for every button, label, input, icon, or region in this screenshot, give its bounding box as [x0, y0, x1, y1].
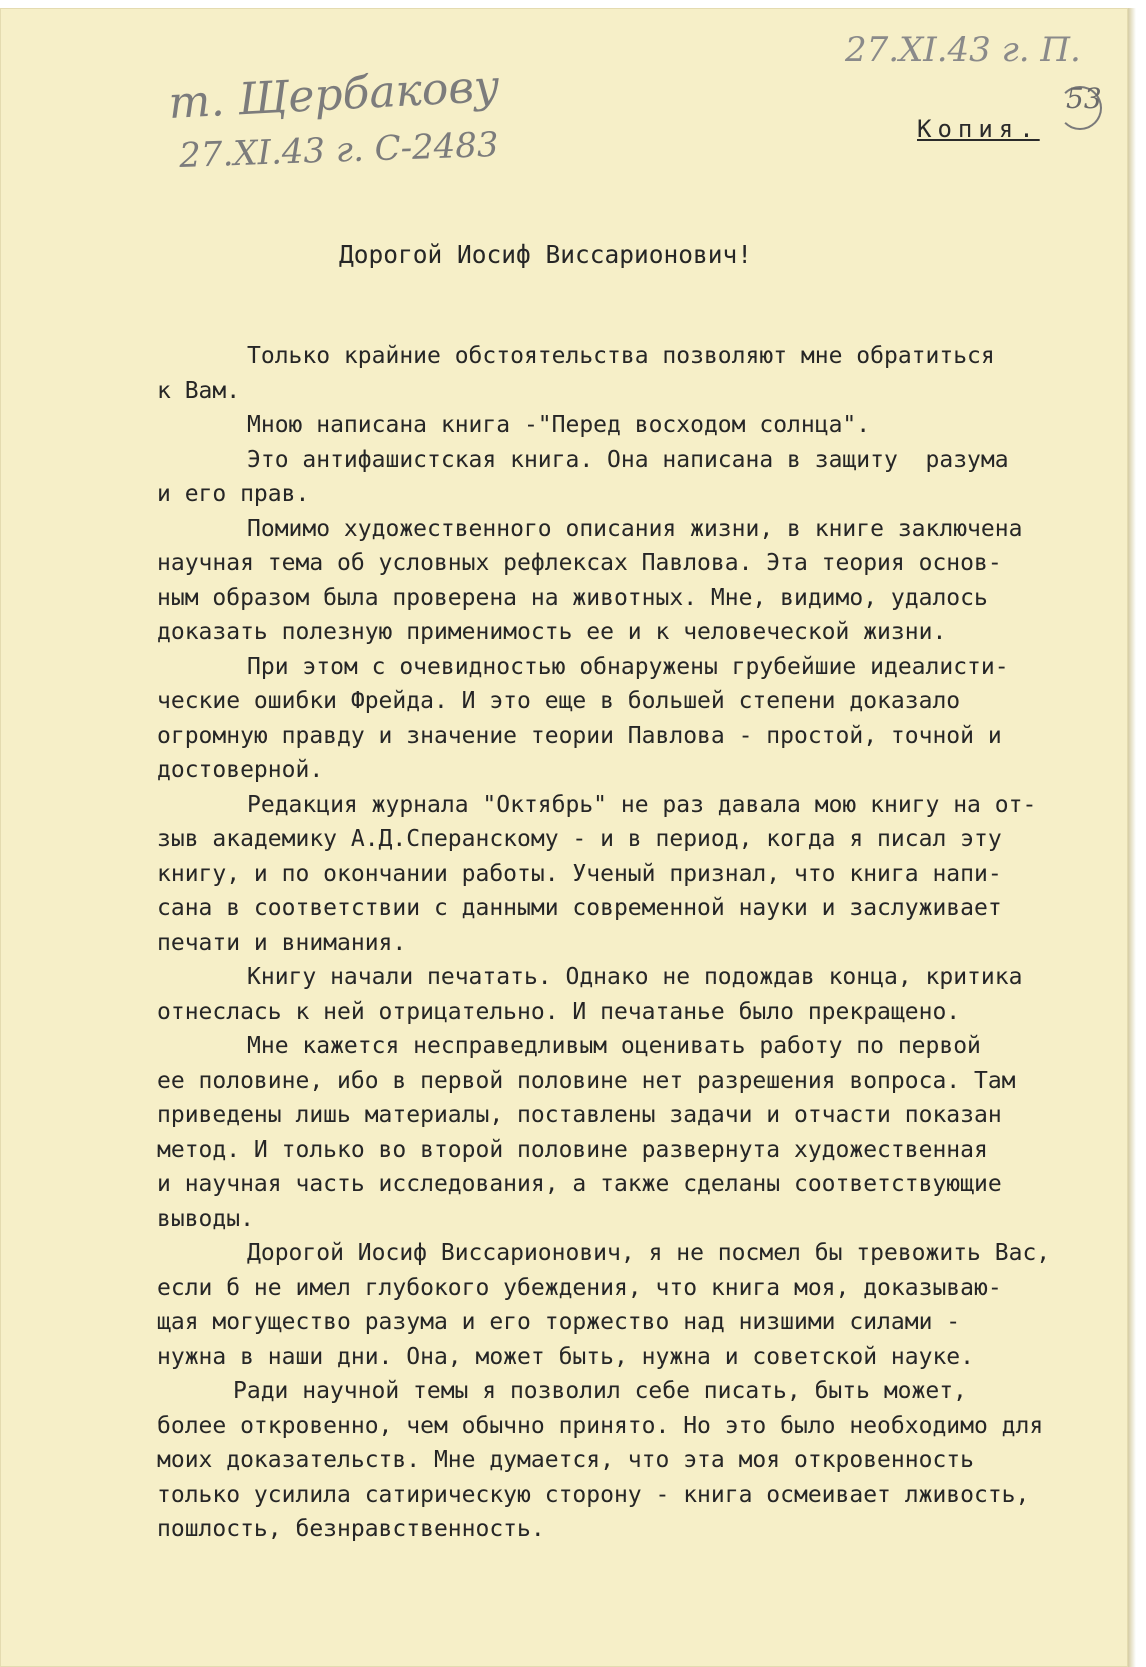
handwritten-top-right-date: 27.XI.43 г. П. — [845, 30, 1081, 70]
letter-line: только усилила сатирическую сторону - книга осмеивает лживость, — [157, 1481, 1030, 1508]
letter-line: щая могущество разума и его торжество над низшими силами - — [157, 1309, 961, 1335]
document-page — [0, 8, 1128, 1667]
letter-line: более откровенно, чем обычно принято. Но это было необходимо для — [157, 1412, 1044, 1439]
handwritten-date-number: 27.XI.43 г. С-2483 — [178, 124, 500, 176]
letter-line: огромную правду и значение теории Павлова - простой, точной и — [157, 722, 1002, 749]
letter-line: ным образом была проверена на животных. Мне, видимо, удалось — [157, 584, 988, 611]
letter-line: Только крайние обстоятельства позволяют мне обратиться — [247, 343, 995, 369]
letter-line: ее половине, ибо в первой половине нет разрешения вопроса. Там — [157, 1067, 1016, 1094]
letter-line: достоверной. — [157, 757, 324, 783]
letter-line: выводы. — [157, 1205, 254, 1232]
letter-line: Мною написана книга -"Перед восходом солнца". — [247, 412, 871, 438]
copy-label-text: Копия. — [917, 115, 1040, 143]
letter-line: приведены лишь материалы, поставлены задачи и отчасти показан — [157, 1102, 1002, 1128]
copy-label — [917, 115, 1040, 143]
letter-line: научная тема об условных рефлексах Павлова. Эта теория основ- — [157, 550, 1002, 576]
letter-line: Помимо художественного описания жизни, в книге заключена — [247, 515, 1023, 542]
letter-line: и его прав. — [157, 481, 310, 507]
letter-line: моих доказательств. Мне думается, что эта моя откровенность — [157, 1447, 974, 1473]
letter-line: ческие ошибки Фрейда. И это еще в большей степени доказало — [157, 688, 961, 714]
letter-line: печати и внимания. — [157, 929, 407, 956]
letter-line: отнеслась к ней отрицательно. И печатанье было прекращено. — [157, 998, 961, 1025]
letter-line: доказать полезную применимость ее и к человеческой жизни. — [157, 619, 947, 645]
letter-line: Мне кажется несправедливым оценивать работу по первой — [247, 1033, 981, 1059]
letter-line: Редакция журнала "Октябрь" не раз давала мою книгу на от- — [247, 791, 1037, 818]
letter-line: нужна в наши дни. Она, может быть, нужна и советской науке. — [157, 1343, 974, 1370]
letter-body — [157, 339, 1137, 1547]
handwritten-addressee: т. Щербакову — [167, 60, 501, 129]
letter-line: метод. И только во второй половине развернута художественная — [157, 1136, 988, 1163]
letter-line: и научная часть исследования, а также сделаны соответствующие — [157, 1171, 1002, 1197]
letter-line: зыв академику А.Д.Сперанскому - и в период, когда я писал эту — [157, 826, 1002, 852]
letter-line: книгу, и по окончании работы. Ученый признал, что книга напи- — [157, 860, 1002, 887]
letter-line: Ради научной темы я позволил себе писать, быть может, — [233, 1378, 967, 1404]
letter-line: Это антифашистская книга. Она написана в защиту разума — [247, 446, 1009, 473]
handwritten-page-number: 53 — [1066, 82, 1102, 115]
letter-line: сана в соответствии с данными современной науки и заслуживает — [157, 895, 1002, 921]
letter-line: если б не имел глубокого убеждения, что книга моя, доказываю- — [157, 1274, 1002, 1301]
letter-line: Книгу начали печатать. Однако не подождав конца, критика — [247, 964, 1023, 990]
letter-line: При этом с очевидностью обнаружены грубейшие идеалисти- — [247, 653, 1009, 680]
letter-line: к Вам. — [157, 377, 241, 404]
salutation: Дорогой Иосиф Виссарионович! — [339, 240, 753, 269]
letter-line: пошлость, безнравственность. — [157, 1516, 545, 1542]
letter-line: Дорогой Иосиф Виссарионович, я не посмел бы тревожить Вас, — [247, 1240, 1051, 1266]
